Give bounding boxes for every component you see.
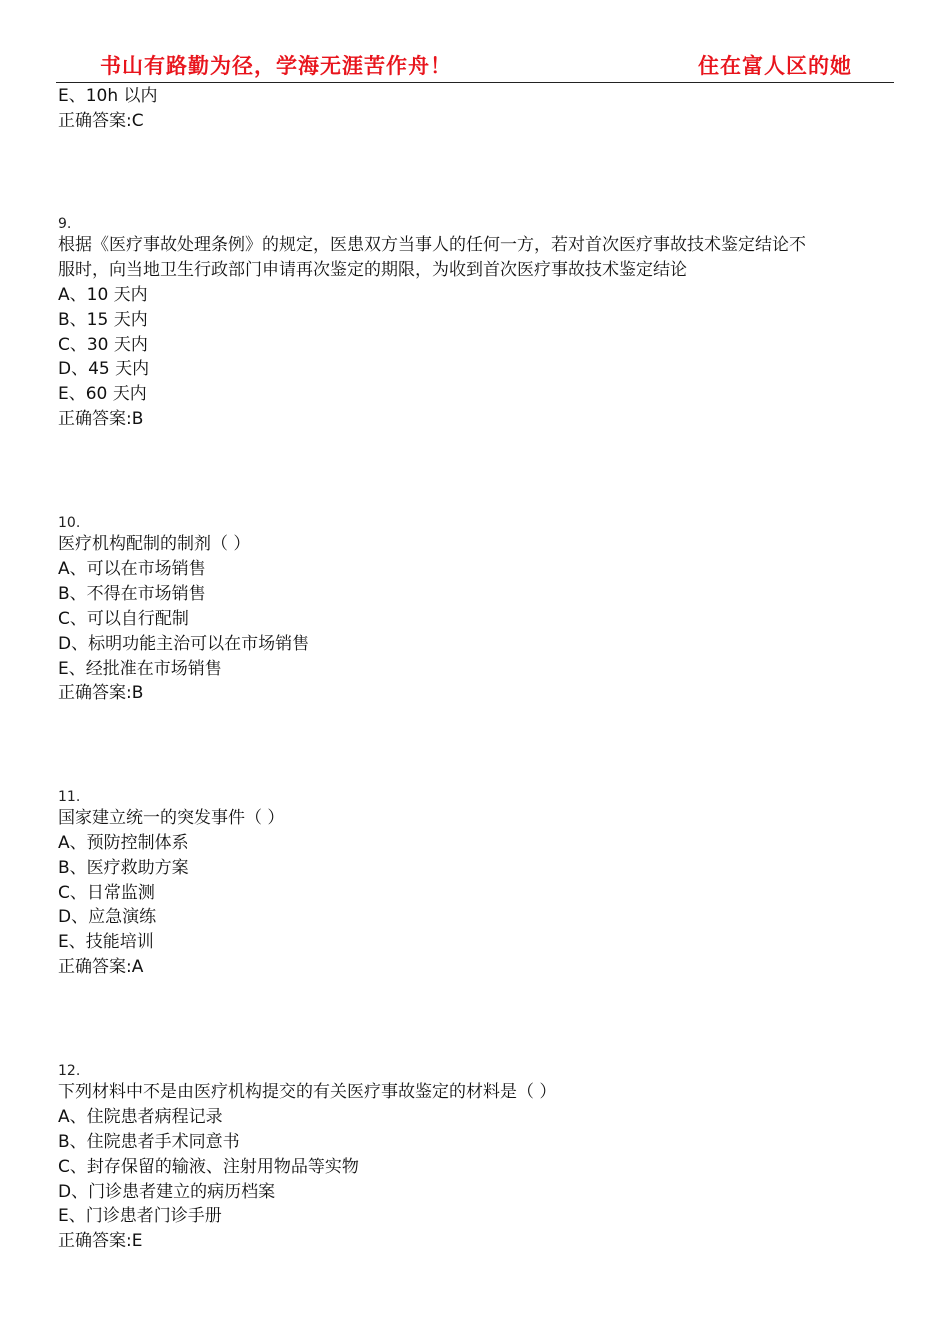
prev-answer: 正确答案:C [58, 111, 144, 131]
question-9-stem-line2: 服时，向当地卫生行政部门申请再次鉴定的期限，为收到首次医疗事故技术鉴定结论 [58, 260, 687, 280]
question-9-number: 9. [58, 216, 72, 232]
question-10-number: 10. [58, 515, 81, 531]
question-12-answer: 正确答案:E [58, 1231, 143, 1251]
question-11-stem: 国家建立统一的突发事件（ ） [58, 808, 285, 828]
question-11-option-c: C、日常监测 [58, 883, 155, 903]
question-11-answer: 正确答案:A [58, 957, 144, 977]
question-12-option-a: A、住院患者病程记录 [58, 1107, 223, 1127]
question-11-option-d: D、应急演练 [58, 907, 157, 927]
question-10-option-d: D、标明功能主治可以在市场销售 [58, 634, 310, 654]
question-9-stem-line1: 根据《医疗事故处理条例》的规定，医患双方当事人的任何一方，若对首次医疗事故技术鉴定结论不 [58, 235, 806, 255]
header-motto: 书山有路勤为径，学海无涯苦作舟！ [100, 53, 452, 78]
question-9-option-b: B、15 天内 [58, 310, 148, 330]
question-12-number: 12. [58, 1063, 81, 1079]
question-12-option-c: C、封存保留的输液、注射用物品等实物 [58, 1157, 359, 1177]
question-11-option-a: A、预防控制体系 [58, 833, 189, 853]
header-brand: 住在富人区的她 [698, 53, 852, 78]
question-10-option-e: E、经批准在市场销售 [58, 659, 222, 679]
question-9-option-c: C、30 天内 [58, 335, 148, 355]
question-11-option-b: B、医疗救助方案 [58, 858, 189, 878]
question-10-answer: 正确答案:B [58, 683, 144, 703]
question-10-stem: 医疗机构配制的制剂（ ） [58, 534, 251, 554]
question-12-option-e: E、门诊患者门诊手册 [58, 1206, 222, 1226]
page-header [56, 44, 894, 83]
prev-option-e: E、10h 以内 [58, 86, 158, 106]
question-10-option-a: A、可以在市场销售 [58, 559, 206, 579]
question-9-option-e: E、60 天内 [58, 384, 147, 404]
question-10-option-c: C、可以自行配制 [58, 609, 189, 629]
question-9-option-a: A、10 天内 [58, 285, 148, 305]
question-10-option-b: B、不得在市场销售 [58, 584, 206, 604]
question-12-option-b: B、住院患者手术同意书 [58, 1132, 240, 1152]
question-9-option-d: D、45 天内 [58, 359, 150, 379]
question-12-option-d: D、门诊患者建立的病历档案 [58, 1182, 276, 1202]
question-12-stem: 下列材料中不是由医疗机构提交的有关医疗事故鉴定的材料是（ ） [58, 1082, 557, 1102]
question-11-option-e: E、技能培训 [58, 932, 154, 952]
question-9-answer: 正确答案:B [58, 409, 144, 429]
question-11-number: 11. [58, 789, 81, 805]
